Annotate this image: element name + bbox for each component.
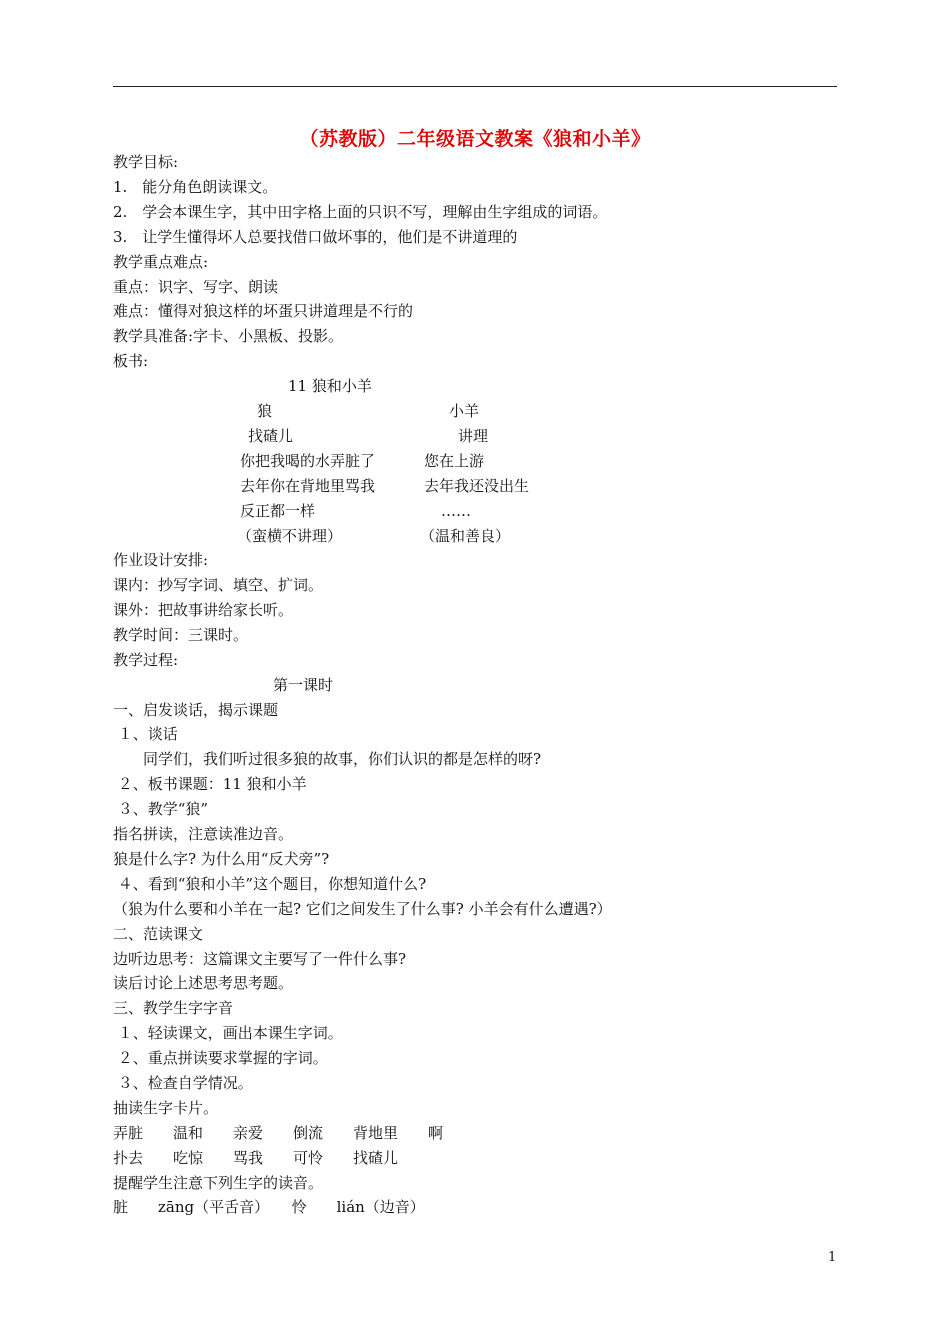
page-number: 1 bbox=[828, 1250, 837, 1265]
process-line: ２、重点拼读要求掌握的字词。 bbox=[113, 1049, 328, 1067]
process-line: 二、范读课文 bbox=[113, 925, 204, 943]
process-line: ３、检查自学情况。 bbox=[113, 1074, 253, 1092]
process-line: ２、板书课题：11 狼和小羊 bbox=[113, 775, 307, 793]
page-title: （苏教版）二年级语文教案《狼和小羊》 bbox=[299, 128, 651, 150]
board-right-item: （温和善良） bbox=[420, 527, 511, 545]
board-left-item: 找碴儿 bbox=[248, 427, 294, 445]
key-point-focus: 重点：识字、写字、朗读 bbox=[113, 278, 279, 296]
process-line: ４、看到“狼和小羊”这个题目，你想知道什么? bbox=[113, 875, 427, 893]
process-line: 提醒学生注意下列生字的读音。 bbox=[113, 1174, 324, 1192]
process-line: 同学们，我们听过很多狼的故事，你们认识的都是怎样的呀? bbox=[113, 750, 542, 768]
board-right-item: …… bbox=[441, 502, 471, 520]
board-title: 11 狼和小羊 bbox=[288, 377, 372, 395]
board-left-item: 去年你在背地里骂我 bbox=[240, 477, 376, 495]
process-heading: 教学过程: bbox=[113, 651, 179, 669]
materials-line: 教学具准备:字卡、小黑板、投影。 bbox=[113, 327, 344, 345]
objective-item: 2. 学会本课生字，其中田字格上面的只识不写，理解由生字组成的词语。 bbox=[113, 203, 608, 221]
process-line: 抽读生字卡片。 bbox=[113, 1099, 219, 1117]
board-right-item: 讲理 bbox=[458, 427, 489, 445]
process-line: ３、教学“狼” bbox=[113, 800, 209, 818]
time-line: 教学时间：三课时。 bbox=[113, 626, 249, 644]
board-right-header: 小羊 bbox=[449, 402, 480, 420]
objectives-heading: 教学目标: bbox=[113, 153, 179, 171]
board-left-item: （蛮横不讲理） bbox=[237, 527, 343, 545]
process-line: １、轻读课文，画出本课生字词。 bbox=[113, 1024, 343, 1042]
process-line: 读后讨论上述思考思考题。 bbox=[113, 974, 294, 992]
vocab-row: 扑去 吃惊 骂我 可怜 找碴儿 bbox=[113, 1149, 399, 1167]
process-line: 指名拼读，注意读准边音。 bbox=[113, 825, 294, 843]
board-left-item: 反正都一样 bbox=[240, 502, 316, 520]
board-left-item: 你把我喝的水弄脏了 bbox=[240, 452, 376, 470]
board-right-item: 去年我还没出生 bbox=[424, 477, 530, 495]
lesson-title: 第一课时 bbox=[273, 676, 334, 694]
homework-heading: 作业设计安排: bbox=[113, 551, 209, 569]
board-right-item: 您在上游 bbox=[424, 452, 485, 470]
board-heading: 板书: bbox=[113, 352, 149, 370]
objective-item: 3. 让学生懂得坏人总要找借口做坏事的，他们是不讲道理的 bbox=[113, 228, 518, 246]
key-points-heading: 教学重点难点: bbox=[113, 253, 209, 271]
homework-after-class: 课外：把故事讲给家长听。 bbox=[113, 601, 294, 619]
process-line: （狼为什么要和小羊在一起? 它们之间发生了什么事? 小羊会有什么遭遇?） bbox=[113, 900, 612, 918]
process-line: 边听边思考：这篇课文主要写了一件什么事? bbox=[113, 950, 407, 968]
board-left-header: 狼 bbox=[257, 402, 273, 420]
homework-in-class: 课内：抄写字词、填空、扩词。 bbox=[113, 576, 324, 594]
pronunciation-line: 脏 zāng（平舌音） 怜 lián（边音） bbox=[113, 1198, 425, 1216]
vocab-row: 弄脏 温和 亲爱 倒流 背地里 啊 bbox=[113, 1124, 444, 1142]
process-line: 狼是什么字? 为什么用“反犬旁”? bbox=[113, 850, 330, 868]
objective-item: 1. 能分角色朗读课文。 bbox=[113, 178, 278, 196]
process-line: 一、启发谈话，揭示课题 bbox=[113, 701, 279, 719]
key-point-difficulty: 难点：懂得对狼这样的坏蛋只讲道理是不行的 bbox=[113, 302, 414, 320]
process-line: 三、教学生字字音 bbox=[113, 999, 234, 1017]
header-rule bbox=[113, 86, 837, 87]
process-line: １、谈话 bbox=[113, 725, 178, 743]
